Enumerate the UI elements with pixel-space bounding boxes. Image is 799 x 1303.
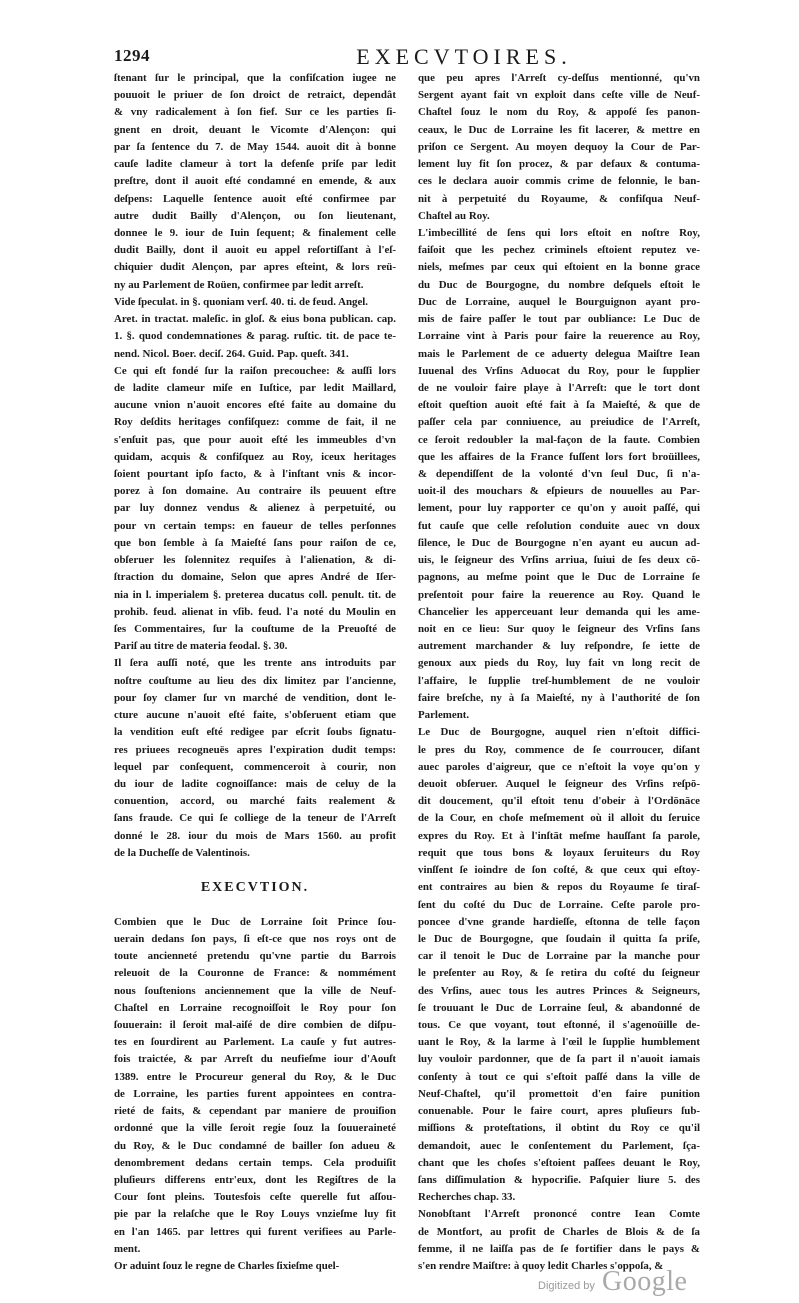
text-line: auec paroles d'aigreur, que ce n'eſtoit la voye qu'on y [418,760,700,773]
text-line: Sergent ayant fait vn exploit dans ceſte ville de Neuf- [418,89,700,102]
text-line: par luy donnez vendus & alienez à perpetuité, ou [114,502,396,515]
text-line: porez à ſon domaine. Au contraire ils peuuent eſtre [114,485,396,498]
text-line: ſans diſſimulation & hypocriſie. Paſquier liure 5. des [418,1174,700,1186]
text-line: que les affaires de la France fuſſent lors fort broüillees, [418,450,700,463]
text-line: mis de faire paſſer le tout par oubliance: Le Duc de [418,313,700,326]
text-line: de la Cour, en choſe meſmement où il alloit du ſeruice [418,812,700,825]
text-line: noſtre couſtume au lieu des dix limitez par l'ancienne, [114,674,396,687]
text-line: de ne vouloir faire playe à l'Arreſt: que le tort dont [418,381,700,394]
text-line: prohib. feud. alienat in vſib. feud. l'a noté du Moulin en [114,605,396,618]
text-line: Pariſ au titre de materia feodal. §. 30. [114,640,288,653]
text-line: genoux aux pieds du Roy, luy fait vn long recit de [418,657,700,670]
text-line: faire breſche, ny à ſa Maieſté, ny à l'authorité de ſon [418,691,700,704]
text-line: nit à perpetuité du Royaume, & confiſqua Neuf- [418,192,700,205]
text-line: dit doucement, qu'il eſtoit tenu d'obeir à l'Ordōnāce [418,795,700,808]
text-line: preſentoit pour faire la reuerence au Roy. Quand le [418,588,700,601]
text-line: des Vrſins, auec tous les autres Princes & Seigneurs, [418,984,700,997]
text-line: femme, il ne laiſſa pas de ſe fortifier dans le pays & [418,1242,700,1255]
text-line: 1. §. quod condemnationes & parag. ruſtic. tit. de pace te- [114,330,396,343]
text-line: rieté de faits, & cependant par maniere de prouiſion [114,1105,396,1118]
text-line: ment. [114,1242,141,1255]
text-line: eſtoit queſtion auoit eſté fait à ſa Maieſté, & que de [418,399,700,412]
text-line: deſpens: Laquelle ſentence auoit eſté confirmee par [114,192,396,205]
text-line: niels, meſmes par ceux qui eſtoient en la bonne grace [418,261,700,274]
text-line: res priuees recogneuës apres l'expiration dudit temps: [114,743,396,756]
text-line: ny au Parlement de Roüen, confirmee par ledit arreſt. [114,278,364,291]
text-line: miſſions & proteſtations, il obtint du Roy ce qu'il [418,1122,700,1135]
text-line: ſouuerain: il ſeroit mal-aiſé de dire combien de diſpu- [114,1019,396,1032]
text-line: faiſoit que les pechez criminels eſtoient reputez ve- [418,244,700,257]
text-line: uis, le ſeigneur des Vrſins arriua, ſuiui de ſes deux cō- [418,554,700,567]
text-line: noit en ce lieu: Sur quoy le ſeigneur des Vrſins ſans [418,623,700,635]
text-line: denombrement dedans certain temps. Cela produiſit [114,1156,396,1169]
text-line: pouuoit le priuer de ſon droict de retraict, dependât [114,89,396,102]
text-line: L'imbecillité de ſens qui lors eſtoit en noſtre Roy, [418,226,700,239]
text-line: poncee d'vne grande hardieſſe, eſtonna de telle façon [418,915,700,928]
text-line: demandoit, auec le conſentement du Parlement, ſça- [418,1139,700,1152]
text-line: uerain dedans ſon pays, ſi eſt-ce que nos roys ont de [114,932,396,945]
text-line: chant que les choſes s'eſtoient paſſees deuant le Roy, [418,1156,700,1169]
text-line: uant le Roy, & la larme à l'œil le ſupplie humblement [418,1036,700,1049]
page-title: EXECVTOIRES. [356,44,572,69]
text-line: donné le 28. iour du mois de Mars 1560. au profit [114,829,396,842]
text-line: chiquier dudit Alençon, par apres eſteint, & lors reü- [114,261,396,274]
text-line: preſtre, dont il auoit eſté condamné en emende, & aux [114,175,396,188]
text-line: la vendition euſt eſté redigee par eſcrit ſoubs ſignatu- [114,726,396,739]
text-line: releuoit de la Couronne de France: & nommément [114,967,396,980]
text-line: cture aucune n'auoit eſté faite, s'obſeruent etiam que [114,709,396,722]
text-line: Roy deſdits heritages confiſquez: comme de fait, il ne [114,416,396,429]
text-line: par ſa ſentence du 7. de May 1544. auoit dit à bonne [114,140,396,153]
text-line: de Montfort, au profit de Charles de Blois & de ſa [418,1225,700,1238]
text-line: 1389. entre le Procureur general du Roy, & le Duc [114,1070,396,1083]
text-line: en l'an 1465. par lettres qui furent verifiees au Parle- [114,1225,396,1238]
text-line: Iuuenal des Vrſins Aduocat du Roy, pour le ſupplier [418,364,700,377]
text-line: paſſer cela par conniuence, au preiudice de l'Arreſt, [418,416,700,429]
text-line: toute ancienneté pretendu qu'vne partie du Barrois [114,950,396,963]
text-line: fut cauſe que celle reſolution conduite auec vn doux [418,519,700,532]
text-line: Combien que le Duc de Lorraine ſoit Prince ſou- [114,915,396,928]
text-line: conuenable. Pour le faire court, apres pluſieurs ſub- [418,1105,700,1118]
text-line: mais le Parlement de ce aduerty delegua Maiſtre Iean [418,347,700,360]
text-line: lement luy fit ſon procez, & par defaux & contuma- [418,158,700,171]
text-line: requit que tous bons & loyaux ſeruiteurs du Roy [418,846,700,859]
text-line: que peu apres l'Arreſt cy-deſſus mentionné, qu'vn [418,72,700,84]
text-line: pour vn certain temps: en faueur de telles perſonnes [114,519,396,532]
google-logo: Google [602,1266,688,1297]
text-line: du Duc de Bourgogne, du nombre deſquels eſtoit le [418,278,700,291]
text-line: fois traictée, & par Arreſt du neufieſme iour d'Aouſt [114,1053,396,1066]
text-line: priſon ce Sergent. Au moyen dequoy la Cour de Par- [418,140,700,153]
text-line: Chaſtel ſouz le nom du Roy, & appoſé ſes panon- [418,106,700,119]
text-line [114,862,396,879]
text-line: du Roy, & le Duc condamné de bailler ſon adueu & [114,1139,396,1152]
text-line: vinſſent ſe ioindre de ſon coſté, & que ceux qui eſtoy- [418,864,700,877]
text-line: Il ſera auſſi noté, que les trente ans introduits par [114,657,396,670]
watermark-digitized-by: Digitized by [538,1280,595,1292]
text-line [114,897,396,914]
text-line: autrement marchander & luy reſpondre, ſe iette de [418,640,700,653]
running-head [114,44,694,70]
text-line: Cour ſont pleins. Toutesfois ceſte querelle fut aſſou- [114,1191,396,1204]
text-line: ces le declara auoir commis crime de felonnie, le ban- [418,175,700,188]
text-line: le preſenter au Roy, & ſe retira du coſté du ſeigneur [418,967,700,980]
text-line: conuention, accord, ou marché faits realement & [114,795,396,808]
text-line: deuoit obſeruer. Auquel le ſeigneur des Vrſins reſpō- [418,777,700,790]
text-line: Aret. in tractat. maleſic. in gloſ. & eius bona publican. cap. [114,313,396,326]
text-line: Or aduint ſouz le regne de Charles ſixieſme quel- [114,1260,340,1273]
text-line: de Lorraine, les parties furent appointees en contra- [114,1087,396,1100]
text-line: ordonné que la ville ſeroit regie ſouz la ſouueraineté [114,1122,396,1135]
text-line: luy vouloir pardonner, que de ſa part il n'auoit iamais [418,1053,700,1066]
text-line: tes en ſourdirent au Parlement. La cauſe y fut autres- [114,1036,396,1049]
text-line: Lorraine vint à Paris pour faire la reuerence au Roy, [418,330,700,343]
text-line: Duc de Lorraine, auquel le Bourguignon ayant pro- [418,295,700,308]
text-line: ſoient pourtant ipſo facto, & à l'inſtant vnis & incor- [114,468,396,481]
text-line: le Duc de Bourgogne, que ſoudain il quitta ſa priſe, [418,932,700,945]
text-line: lequel par conſequent, commenceroit à courir, non [114,760,396,773]
text-line: ſans fraude. Ce qui ſe colliege de la teneur de l'Arreſt [114,812,396,825]
text-line: dudit Bailly, dont il auoit eu appel reſortiſſant à l'eſ- [114,244,396,257]
text-line: car il tenoit le Duc de Lorraine par la manche pour [418,950,700,963]
text-line: nous ſouſtenions anciennement que la ville de Neuf- [114,984,396,997]
text-line: ſent du coſté du Duc de Lorraine. Ceſte parole pro- [418,898,700,911]
page-number: 1294 [114,46,150,65]
text-line: de ladite clameur miſe en Iuſtice, par ledit Maillard, [114,381,396,394]
text-line: pluſieurs differens entr'eux, dont les Regiſtres de la [114,1174,396,1186]
text-line: que bon ſemble à ſa Maieſté ſans pour raiſon de ce, [114,536,396,549]
text-line: & dependiſſent de la volonté d'vn ſeul Duc, ſi n'a- [418,468,700,481]
text-line: ſes Commentaires, ſur la couſtume de la Preuoſté de [114,623,396,635]
text-line: pie par la relaſche que le Roy Louys vnzieſme luy fit [114,1208,396,1221]
text-line: ce ſeroit redoubler la mal-façon de la faute. Combien [418,433,700,446]
text-line: s'enſuit pas, que pour auoit eſté les immeubles d'vn [114,433,396,446]
text-line: ent contraires au bien & repos du Royaume ſe tiraſ- [418,881,700,894]
text-line: le pres du Roy, commence de ſe courroucer, diſant [418,743,700,756]
text-line: du iour de ladite cognoiſſance: mais de celuy de la [114,777,396,790]
text-line: ſtraction du domaine, Selon que apres André de Iſer- [114,571,396,584]
text-line: donnee le 9. iour de Iuin ſequent; & finalement celle [114,226,396,239]
text-line: expres du Roy. Et à l'inſtāt meſme hauſſant ſa parole, [418,829,700,842]
text-line: Neuf-Chaſtel, qu'il promettoit d'en faire punition [418,1087,700,1100]
text-line: conſenty à tout ce qui s'eſtoit paſſé dans la ville de [418,1070,700,1083]
text-line: tous. Ce que voyant, tout eſtonné, il s'agenoüille de- [418,1019,700,1032]
text-line: Chaſtel en Lorraine recognoiſſoit le Roy pour ſon [114,1001,396,1014]
text-line: gnent en droit, deuant le Vicomte d'Alençon: qui [114,123,396,136]
text-line: & vny radicalement à ſon fief. Sur ce les parties ſi- [114,106,396,119]
text-line: quidam, acquis & confiſquez au Roy, iceux heritages [114,450,396,463]
text-line: nend. Nicol. Boer. deciſ. 264. Guid. Pap. queſt. 341. [114,347,349,360]
text-line: aucune vnion n'auoit encores eſté faite au domaine du [114,399,396,412]
text-line: ſe trouuant le Duc de Lorraine ſeul, & abandonné de [418,1001,700,1014]
text-line: l'affaire, le ſupplie treſ-humblement de ne vouloir [418,674,700,687]
right-text-column [418,70,700,1275]
text-line: lement, pour luy rapporter ce qu'on y auoit paſſé, qui [418,502,700,515]
text-line: de la Ducheſſe de Valentinois. [114,846,250,859]
text-line: Le Duc de Bourgogne, auquel rien n'eſtoit diffici- [418,726,700,739]
text-line: Nonobſtant l'Arreſt prononcé contre Iean Comte [418,1208,700,1221]
text-line: pagnons, au meſme point que le Duc de Lorraine ſe [418,571,700,584]
text-line: obſeruer les ſolennitez requiſes à l'alienation, & di- [114,554,396,567]
text-line: autre dudit Bailly d'Alençon, ou ſon lieutenant, [114,209,396,222]
text-line: Chaſtel au Roy. [418,209,490,222]
digitized-watermark [538,1268,738,1298]
text-line: ſilence, le Duc de Bourgogne n'en ayant eu aucun ad- [418,536,700,549]
text-line: Parlement. [418,709,470,722]
text-line: uoit-il des mouchars & eſpieurs de nouuelles au Par- [418,485,700,498]
text-line: pour ſoy clamer ſur vn marché de vendition, dont le- [114,691,396,704]
text-line: Chancelier les apperceuant leur demanda qui les ame- [418,605,700,618]
section-heading: EXECVTION. [200,880,310,896]
text-line: nia in l. imperialem §. preterea ducatus coll. penult. tit. de [114,588,396,601]
left-text-column [114,70,396,1275]
text-line: ſtenant ſur le principal, que la confiſcation iugee ne [114,72,396,84]
text-line: cauſe ladite clameur à tort la defenſe priſe par ledit [114,158,396,171]
text-line: Recherches chap. 33. [418,1191,516,1204]
text-line: Vide ſpeculat. in §. quoniam verſ. 40. ti. de feud. Angel. [114,295,369,308]
text-line: ceaux, le Duc de Lorraine les fit lacerer, & mettre en [418,123,700,136]
text-line: s'en rendre Maiſtre: à quoy ledit Charles s'oppoſa, & [418,1260,664,1273]
text-line: Ce qui eſt fondé ſur la raiſon precouchee: & auſſi lors [114,364,396,377]
